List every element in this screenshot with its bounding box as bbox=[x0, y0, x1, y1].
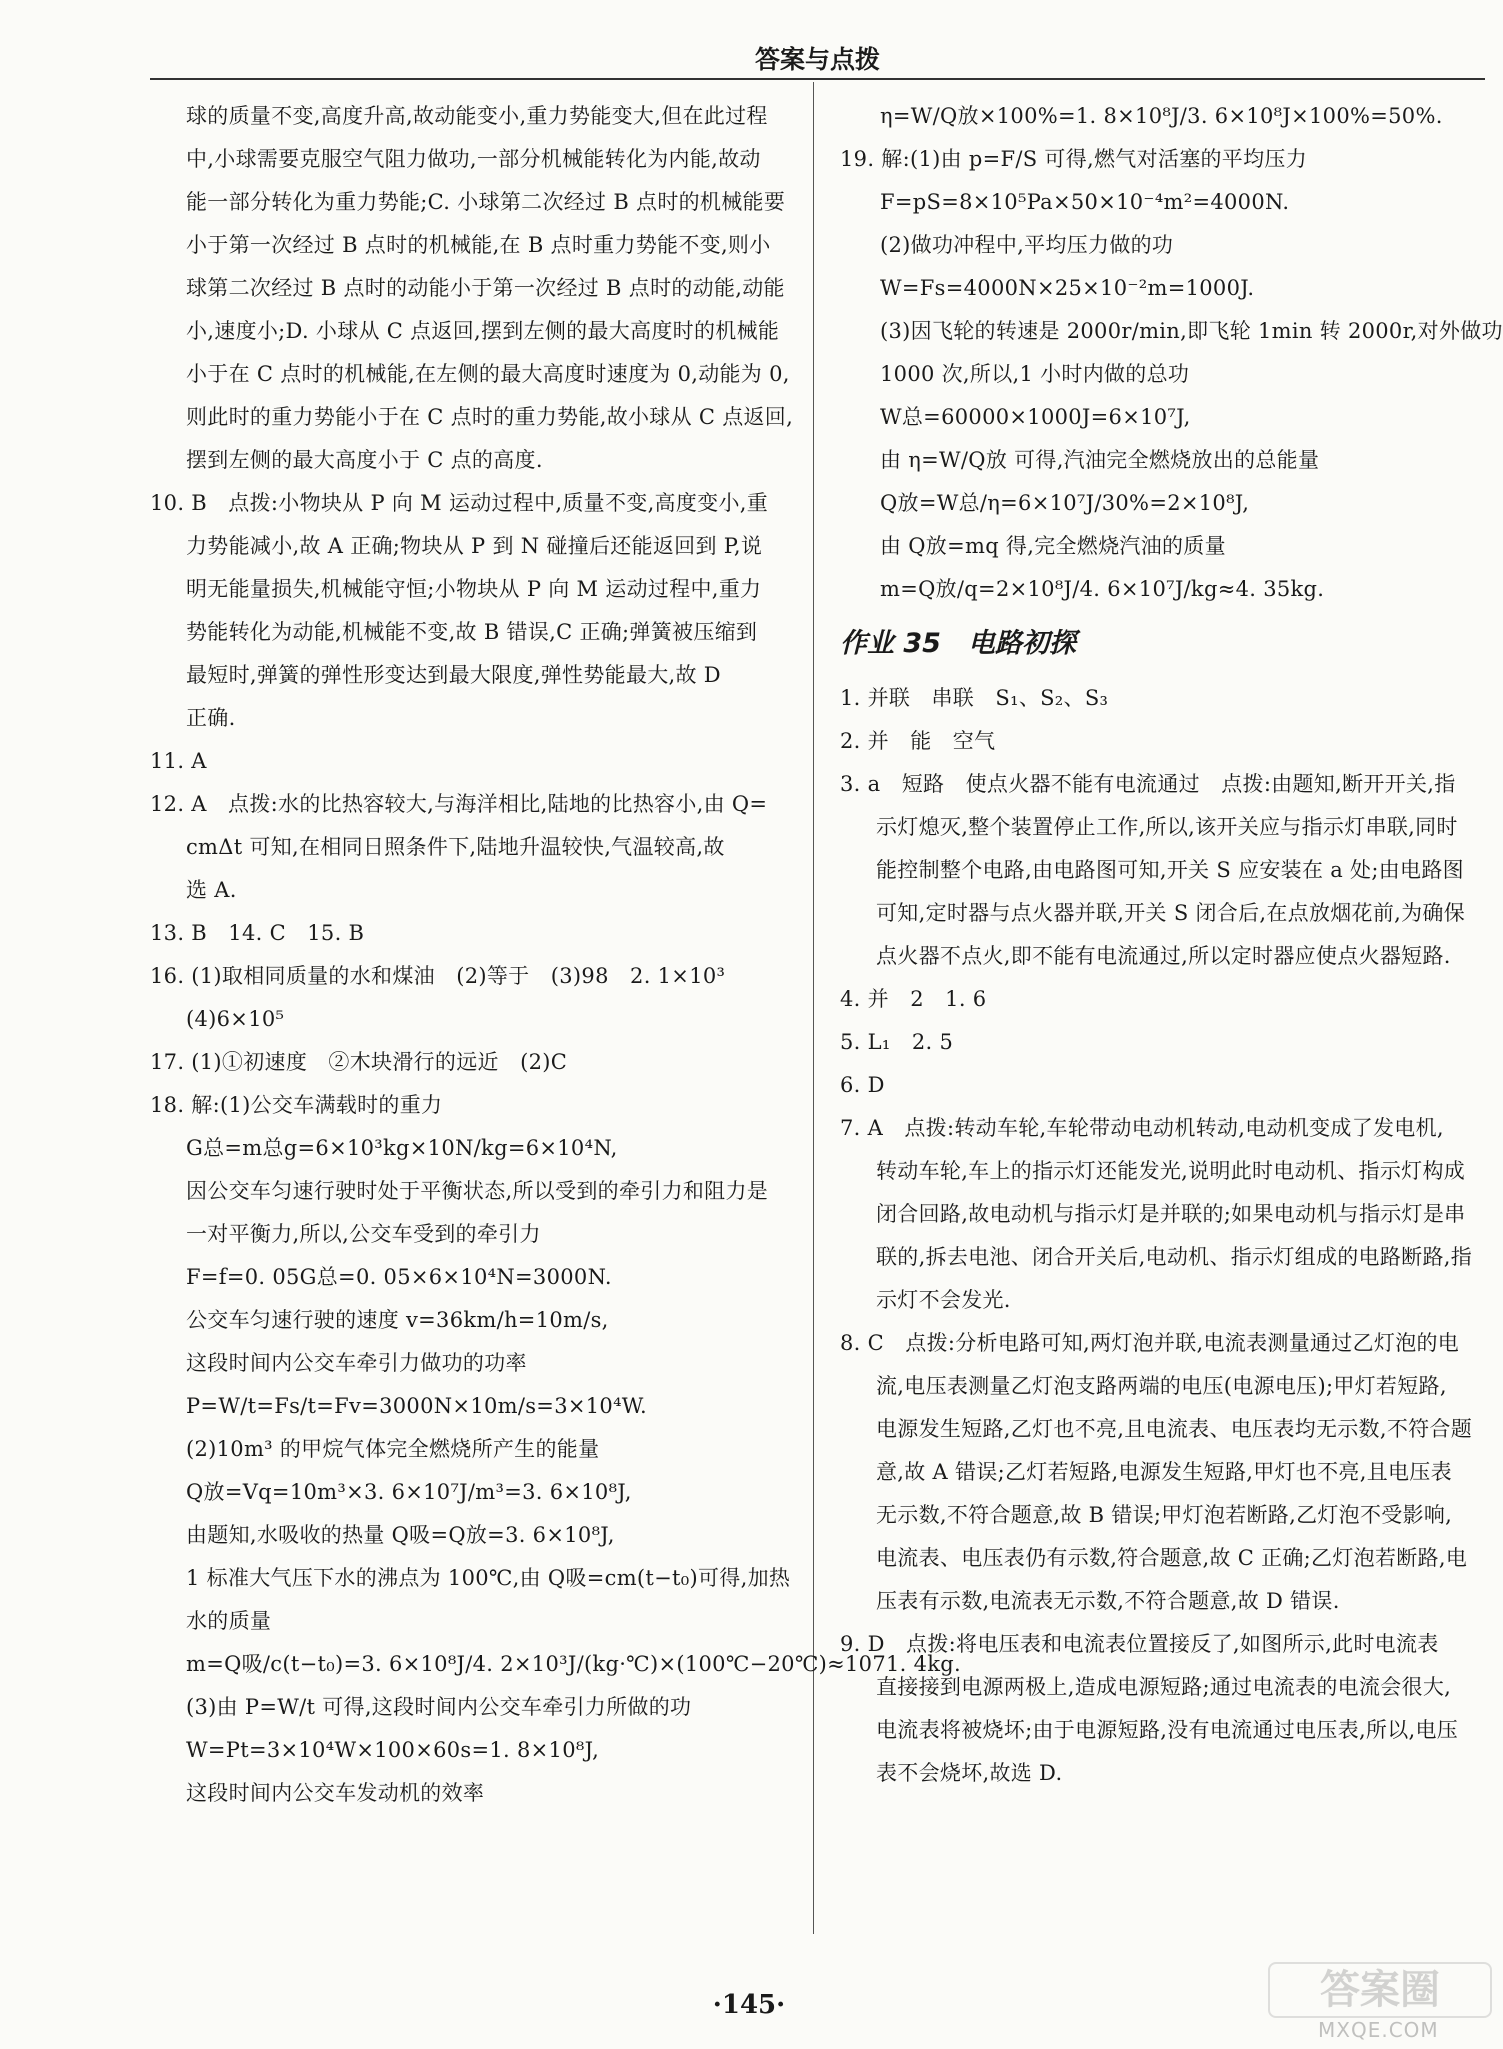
text-line: 12. A 点拨:水的比热容较大,与海洋相比,陆地的比热容小,由 Q= bbox=[150, 792, 768, 816]
text-line: 流,电压表测量乙灯泡支路两端的电压(电源电压);甲灯若短路, bbox=[876, 1374, 1447, 1398]
text-line: 由 η=W/Q放 可得,汽油完全燃烧放出的总能量 bbox=[880, 448, 1320, 472]
text-line: F=f=0. 05G总=0. 05×6×10⁴N=3000N. bbox=[186, 1265, 612, 1289]
right-column-top bbox=[840, 95, 1503, 611]
text-line: m=Q吸/c(t−t₀)=3. 6×10⁸J/4. 2×10³J/(kg·℃)×(100℃−20℃)≈1071. 4kg. bbox=[186, 1652, 962, 1676]
text-line: 17. (1)①初速度 ②木块滑行的远近 (2)C bbox=[150, 1050, 568, 1074]
text-line: 一对平衡力,所以,公交车受到的牵引力 bbox=[186, 1222, 541, 1246]
text-line: 正确. bbox=[186, 706, 236, 730]
text-line: (2)10m³ 的甲烷气体完全燃烧所产生的能量 bbox=[186, 1437, 600, 1461]
text-line: 4. 并 2 1. 6 bbox=[840, 987, 987, 1011]
text-line: 无示数,不符合题意,故 B 错误;甲灯泡若断路,乙灯泡不受影响, bbox=[876, 1503, 1453, 1527]
text-line: 5. L₁ 2. 5 bbox=[840, 1030, 954, 1054]
text-line: 这段时间内公交车牵引力做功的功率 bbox=[186, 1351, 527, 1375]
text-line: W=Pt=3×10⁴W×100×60s=1. 8×10⁸J, bbox=[186, 1738, 600, 1762]
text-line: 2. 并 能 空气 bbox=[840, 729, 996, 753]
text-line: 表不会烧坏,故选 D. bbox=[876, 1761, 1063, 1785]
text-line: 9. D 点拨:将电压表和电流表位置接反了,如图所示,此时电流表 bbox=[840, 1632, 1439, 1656]
watermark-logo: 答案圈 bbox=[1268, 1962, 1492, 2018]
text-line: 球的质量不变,高度升高,故动能变小,重力势能变大,但在此过程 bbox=[186, 104, 768, 128]
text-line: 18. 解:(1)公交车满载时的重力 bbox=[150, 1093, 443, 1117]
right-column bbox=[840, 95, 1503, 1795]
text-line: 点火器不点火,即不能有电流通过,所以定时器应使点火器短路. bbox=[876, 944, 1451, 968]
text-line: 能控制整个电路,由电路图可知,开关 S 应安装在 a 处;由电路图 bbox=[876, 858, 1464, 882]
text-line: (3)因飞轮的转速是 2000r/min,即飞轮 1min 转 2000r,对外做功 bbox=[880, 319, 1503, 343]
text-line: P=W/t=Fs/t=Fv=3000N×10m/s=3×10⁴W. bbox=[186, 1394, 647, 1418]
text-line: Q放=Vq=10m³×3. 6×10⁷J/m³=3. 6×10⁸J, bbox=[186, 1480, 632, 1504]
text-line: 明无能量损失,机械能守恒;小物块从 P 向 M 运动过程中,重力 bbox=[186, 577, 762, 601]
text-line: 1. 并联 串联 S₁、S₂、S₃ bbox=[840, 686, 1109, 710]
text-line: 3. a 短路 使点火器不能有电流通过 点拨:由题知,断开开关,指 bbox=[840, 772, 1456, 796]
text-line: 选 A. bbox=[186, 878, 237, 902]
text-line: (4)6×10⁵ bbox=[186, 1007, 285, 1031]
text-line: 19. 解:(1)由 p=F/S 可得,燃气对活塞的平均压力 bbox=[840, 147, 1307, 171]
text-line: (2)做功冲程中,平均压力做的功 bbox=[880, 233, 1174, 257]
text-line: 11. A bbox=[150, 749, 207, 773]
text-line: 能一部分转化为重力势能;C. 小球第二次经过 B 点时的机械能要 bbox=[186, 190, 786, 214]
text-line: 电流表将被烧坏;由于电源短路,没有电流通过电压表,所以,电压 bbox=[876, 1718, 1459, 1742]
text-line: W=Fs=4000N×25×10⁻²m=1000J. bbox=[880, 276, 1255, 300]
text-line: W总=60000×1000J=6×10⁷J, bbox=[880, 405, 1191, 429]
text-line: 1000 次,所以,1 小时内做的总功 bbox=[880, 362, 1190, 386]
text-line: 示灯熄灭,整个装置停止工作,所以,该开关应与指示灯串联,同时 bbox=[876, 815, 1458, 839]
text-line: (3)由 P=W/t 可得,这段时间内公交车牵引力所做的功 bbox=[186, 1695, 692, 1719]
header-rule bbox=[150, 78, 1485, 80]
text-line: 由题知,水吸收的热量 Q吸=Q放=3. 6×10⁸J, bbox=[186, 1523, 615, 1547]
text-line: 这段时间内公交车发动机的效率 bbox=[186, 1781, 485, 1805]
text-line: Q放=W总/η=6×10⁷J/30%=2×10⁸J, bbox=[880, 491, 1250, 515]
text-line: G总=m总g=6×10³kg×10N/kg=6×10⁴N, bbox=[186, 1136, 618, 1160]
text-line: cmΔt 可知,在相同日照条件下,陆地升温较快,气温较高,故 bbox=[186, 835, 725, 859]
text-line: 1 标准大气压下水的沸点为 100℃,由 Q吸=cm(t−t₀)可得,加热 bbox=[186, 1566, 791, 1590]
right-column-bottom bbox=[840, 677, 1485, 1795]
page-title: 答案与点拨 bbox=[754, 45, 880, 74]
text-line: 力势能减小,故 A 正确;物块从 P 到 N 碰撞后还能返回到 P,说 bbox=[186, 534, 763, 558]
text-line: F=pS=8×10⁵Pa×50×10⁻⁴m²=4000N. bbox=[880, 190, 1290, 214]
text-line: 13. B 14. C 15. B bbox=[150, 921, 365, 945]
text-line: 摆到左侧的最大高度小于 C 点的高度. bbox=[186, 448, 543, 472]
section-title: 作业 35 电路初探 bbox=[840, 628, 1076, 659]
text-line: η=W/Q放×100%=1. 8×10⁸J/3. 6×10⁸J×100%=50%. bbox=[880, 104, 1443, 128]
text-line: 直接接到电源两极上,造成电源短路;通过电流表的电流会很大, bbox=[876, 1675, 1452, 1699]
text-line: 闭合回路,故电动机与指示灯是并联的;如果电动机与指示灯是串 bbox=[876, 1202, 1466, 1226]
text-line: 中,小球需要克服空气阻力做功,一部分机械能转化为内能,故动 bbox=[186, 147, 761, 171]
text-line: 意,故 A 错误;乙灯若短路,电源发生短路,甲灯也不亮,且电压表 bbox=[876, 1460, 1452, 1484]
text-line: 压表有示数,电流表无示数,不符合题意,故 D 错误. bbox=[876, 1589, 1340, 1613]
text-line: 公交车匀速行驶的速度 v=36km/h=10m/s, bbox=[186, 1308, 609, 1332]
text-line: 势能转化为动能,机械能不变,故 B 错误,C 正确;弹簧被压缩到 bbox=[186, 620, 758, 644]
text-line: 10. B 点拨:小物块从 P 向 M 运动过程中,质量不变,高度变小,重 bbox=[150, 491, 769, 515]
text-line: 可知,定时器与点火器并联,开关 S 闭合后,在点放烟花前,为确保 bbox=[876, 901, 1466, 925]
text-line: 示灯不会发光. bbox=[876, 1288, 1011, 1312]
text-line: 由 Q放=mq 得,完全燃烧汽油的质量 bbox=[880, 534, 1226, 558]
text-line: 最短时,弹簧的弹性形变达到最大限度,弹性势能最大,故 D bbox=[186, 663, 721, 687]
text-line: 电流表、电压表仍有示数,符合题意,故 C 正确;乙灯泡若断路,电 bbox=[876, 1546, 1468, 1570]
text-line: 小于第一次经过 B 点时的机械能,在 B 点时重力势能不变,则小 bbox=[186, 233, 771, 257]
text-line: 8. C 点拨:分析电路可知,两灯泡并联,电流表测量通过乙灯泡的电 bbox=[840, 1331, 1460, 1355]
text-line: 6. D bbox=[840, 1073, 885, 1097]
text-line: m=Q放/q=2×10⁸J/4. 6×10⁷J/kg≈4. 35kg. bbox=[880, 577, 1325, 601]
text-line: 7. A 点拨:转动车轮,车轮带动电动机转动,电动机变成了发电机, bbox=[840, 1116, 1444, 1140]
text-line: 球第二次经过 B 点时的动能小于第一次经过 B 点时的动能,动能 bbox=[186, 276, 785, 300]
text-line: 则此时的重力势能小于在 C 点时的重力势能,故小球从 C 点返回, bbox=[186, 405, 794, 429]
page-number: ·145· bbox=[712, 1990, 786, 2020]
watermark-url: MXQE.COM bbox=[1318, 2018, 1439, 2042]
text-line: 转动车轮,车上的指示灯还能发光,说明此时电动机、指示灯构成 bbox=[876, 1159, 1466, 1183]
text-line: 水的质量 bbox=[186, 1609, 272, 1633]
text-line: 电源发生短路,乙灯也不亮,且电流表、电压表均无示数,不符合题 bbox=[876, 1417, 1473, 1441]
text-line: 小,速度小;D. 小球从 C 点返回,摆到左侧的最大高度时的机械能 bbox=[186, 319, 780, 343]
text-line: 联的,拆去电池、闭合开关后,电动机、指示灯组成的电路断路,指 bbox=[876, 1245, 1473, 1269]
text-line: 因公交车匀速行驶时处于平衡状态,所以受到的牵引力和阻力是 bbox=[186, 1179, 769, 1203]
text-line: 小于在 C 点时的机械能,在左侧的最大高度时速度为 0,动能为 0, bbox=[186, 362, 790, 386]
text-line: 16. (1)取相同质量的水和煤油 (2)等于 (3)98 2. 1×10³ bbox=[150, 964, 726, 988]
